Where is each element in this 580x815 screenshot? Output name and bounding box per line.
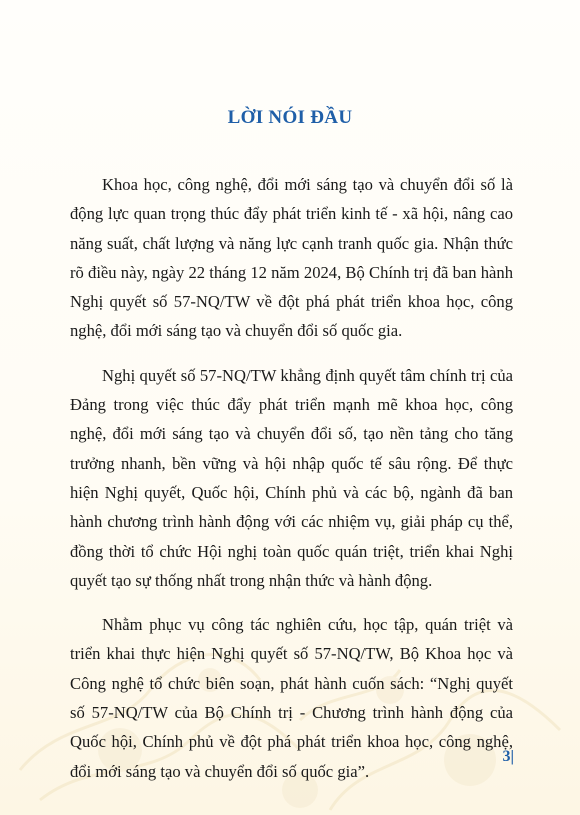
page-title: LỜI NÓI ĐẦU: [227, 107, 353, 128]
paragraph-2: Nghị quyết số 57-NQ/TW khẳng định quyết tâm chính trị của Đảng trong việc thúc đẩy phát triển mạnh mẽ khoa học, công nghệ, đổi mới sáng tạo và chuyển đổi số, tạo nền tảng cho tăng trưởng nhanh, bền vững và hội nhập quốc tế sâu rộng. Để thực hiện Nghị quyết, Quốc hội, Chính phủ và các bộ, ngành đã ban hành chương trình hành động với các nhiệm vụ, giải pháp cụ thể, đồng thời tổ chức Hội nghị toàn quốc quán triệt, triển khai Nghị quyết tạo sự thống nhất trong nhận thức và hành động.: [70, 365, 513, 590]
paragraph-3: Nhằm phục vụ công tác nghiên cứu, học tập, quán triệt và triển khai thực hiện Nghị quyết số 57-NQ/TW, Bộ Khoa học và Công nghệ tổ chức biên soạn, phát hành cuốn sách: “Nghị quyết số 57-NQ/TW của Bộ Chính trị - Chương trình hành động của Quốc hội, Chính phủ về đột phá phát triển khoa học, công nghệ, đổi mới sáng tạo và chuyển đổi số quốc gia”.: [70, 615, 513, 781]
page-number: 3|: [502, 748, 514, 765]
paragraph-1: Khoa học, công nghệ, đổi mới sáng tạo và chuyển đổi số là động lực quan trọng thúc đẩy phát triển kinh tế - xã hội, nâng cao năng suất, chất lượng và năng lực cạnh tranh quốc gia. Nhận thức rõ điều này, ngày 22 tháng 12 năm 2024, Bộ Chính trị đã ban hành Nghị quyết số 57-NQ/TW về đột phá phát triển khoa học, công nghệ, đổi mới sáng tạo và chuyển đổi số quốc gia.: [70, 175, 513, 341]
preface-body: [70, 170, 513, 801]
